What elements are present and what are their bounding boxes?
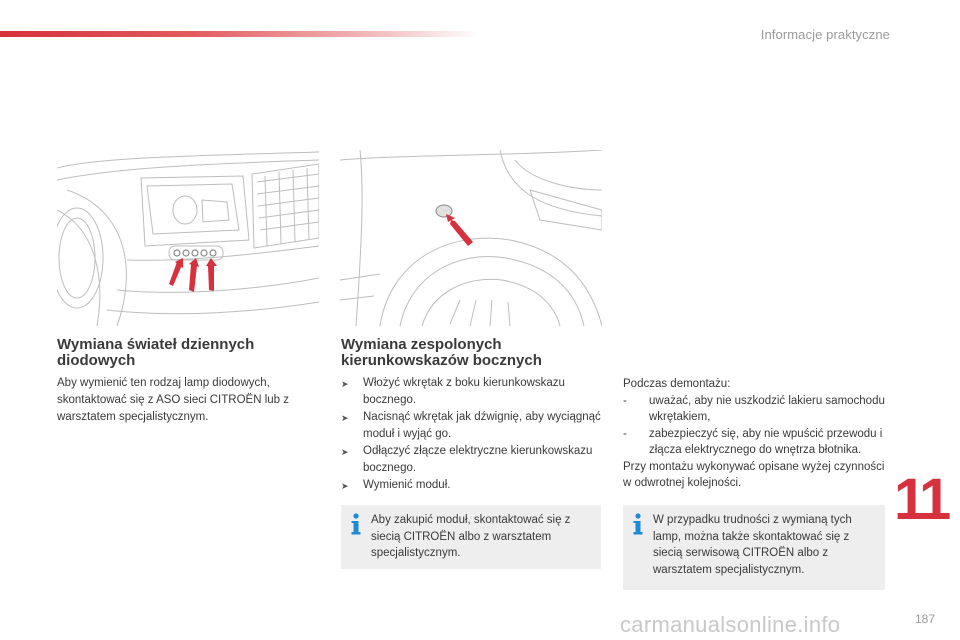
top-accent-bar (0, 31, 480, 37)
removal-notes (623, 376, 885, 492)
info-icon (341, 505, 371, 569)
list-item: - zabezpieczyć się, aby nie wpuścić przewodu i złącza elektrycznego do wnętrza błotnika. (623, 427, 883, 456)
list-item: ➤ Odłączyć złącze elektryczne kierunkowskazu bocznego. (341, 443, 603, 477)
list-item: ➤ Wymienić moduł. (341, 477, 603, 495)
section-title: Informacje praktyczne (760, 27, 890, 42)
refit-note: Przy montażu wykonywać opisane wyżej czynności w odwrotnej kolejności. (623, 460, 885, 489)
watermark: carmanualsonline.info (620, 612, 841, 637)
drl-body-text: Aby wymienić ten rodzaj lamp diodowych, skontaktować się z ASO sieci CITROËN lub z warsztatem specjalistycznym. (57, 377, 289, 423)
difficulty-info-text: W przypadku trudności z wymianą tych lamp, można także skontaktować się z siecią serwisową CITROËN albo z warsztatem specjalistycznym. (653, 514, 852, 576)
arrow-right-icon: ➤ (341, 447, 349, 457)
page-number: 187 (914, 612, 935, 626)
side-indicator-heading: Wymiana zespolonych kierunkowskazów bocznych (341, 336, 542, 369)
list-item: ➤ Włożyć wkrętak z boku kierunkowskazu bocznego. (341, 375, 603, 409)
side-indicator-illustration (340, 150, 602, 326)
removal-intro: Podczas demontażu: (623, 378, 731, 390)
arrow-right-icon: ➤ (341, 413, 349, 423)
list-item: ➤ Nacisnąć wkrętak jak dźwignię, aby wyciągnąć moduł i wyjąć go. (341, 409, 603, 443)
info-icon (623, 505, 653, 590)
list-item: - uważać, aby nie uszkodzić lakieru samochodu wkrętakiem, (623, 394, 885, 423)
chapter-number: 11 (894, 467, 948, 532)
purchase-info-box (341, 505, 601, 569)
steps-list (341, 375, 603, 495)
drl-heading: Wymiana świateł dziennych diodowych (57, 336, 255, 369)
purchase-info-text: Aby zakupić moduł, skontaktować się z siecią CITROËN albo z warsztatem specjalistycznym. (371, 514, 571, 559)
arrow-right-icon: ➤ (341, 481, 349, 491)
drl-illustration (57, 150, 319, 326)
difficulty-info-box (623, 505, 885, 590)
arrow-right-icon: ➤ (341, 379, 349, 389)
